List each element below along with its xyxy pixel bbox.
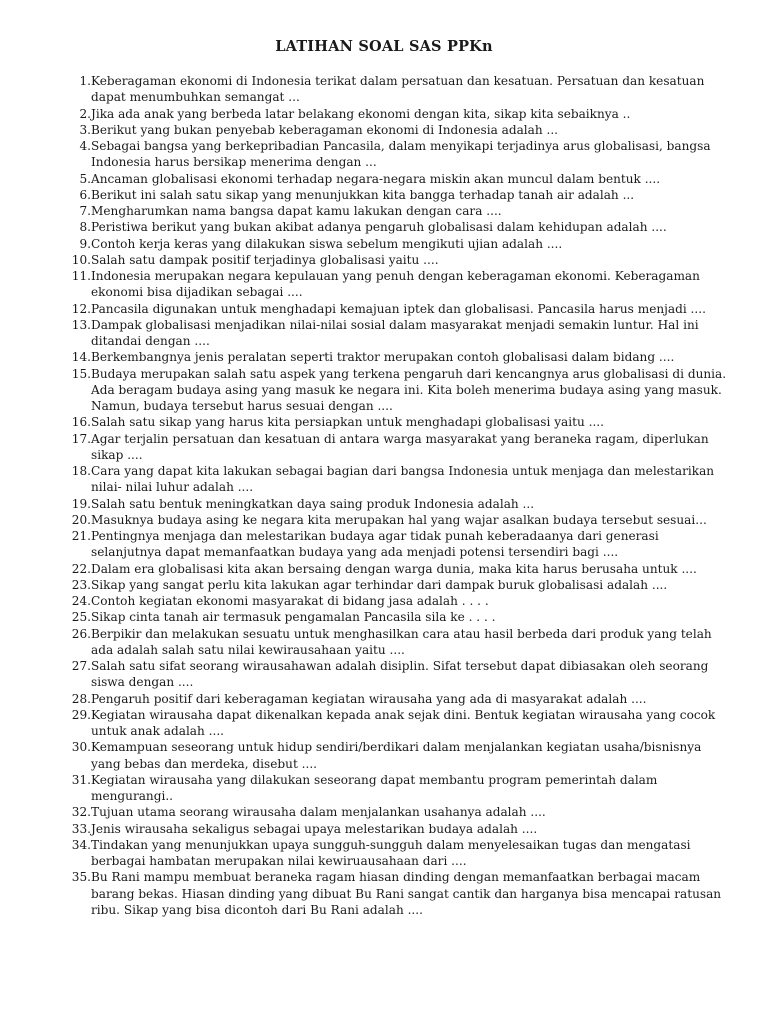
question-number-label: 14. [71, 350, 91, 365]
question-text: Jenis wirausaha sekaligus sebagai upaya melestarikan budaya adalah .... [91, 821, 538, 836]
question-number-label: 34. [71, 837, 91, 852]
question-text: Salah satu dampak positif terjadinya globalisasi yaitu .... [91, 252, 439, 267]
question-number-label: 15. [71, 366, 91, 381]
question-number [56, 349, 91, 365]
question-text: Pentingnya menjaga dan melestarikan budaya agar tidak punah keberadaanya dari generasi selanjutnya dapat memanfaatkan budaya yang ada menjadi potensi tersendiri bagi .... [91, 529, 659, 560]
question-text: Kegiatan wirausaha dapat dikenalkan kepada anak sejak dini. Bentuk kegiatan wirausaha yang cocok untuk anak adalah .... [91, 707, 716, 738]
question-item [56, 821, 728, 837]
question-text: Contoh kegiatan ekonomi masyarakat di bidang jasa adalah . . . . [91, 594, 489, 608]
question-number [56, 236, 91, 252]
question-text: Kegiatan wirausaha yang dilakukan seseorang dapat membantu program pemerintah dalam mengurangi.. [91, 772, 658, 803]
question-text: Salah satu sikap yang harus kita persiapkan untuk menghadapi globalisasi yaitu .... [91, 415, 604, 430]
question-number-label: 22. [71, 561, 91, 576]
question-number-label: 5. [79, 171, 91, 186]
question-number [56, 609, 91, 625]
question-item [56, 431, 728, 464]
question-number [56, 252, 91, 268]
question-text: Berikut ini salah satu sikap yang menunjukkan kita bangga terhadap tanah air adalah ... [91, 187, 635, 202]
question-number-label: 6. [79, 187, 91, 202]
question-number-label: 27. [71, 659, 91, 673]
question-item [56, 268, 728, 301]
question-number [56, 869, 91, 918]
question-item [56, 366, 728, 415]
question-text: Berpikir dan melakukan sesuatu untuk menghasilkan cara atau hasil berbeda dari produk yang telah ada adalah salah satu nilai kewirausahaan yaitu .... [91, 626, 712, 657]
question-number-label: 3. [79, 122, 91, 137]
question-text: Cara yang dapat kita lakukan sebagai bagian dari bangsa Indonesia untuk menjaga dan melestarikan nilai- nilai luhur adalah .... [91, 464, 715, 495]
question-number-label: 11. [71, 269, 91, 283]
question-item [56, 593, 728, 609]
question-text: Keberagaman ekonomi di Indonesia terikat dalam persatuan dan kesatuan. Persatuan dan kesatuan dapat menumbuhkan semangat ... [91, 74, 705, 105]
question-number-label: 25. [71, 610, 91, 625]
question-number [56, 772, 91, 805]
question-item [56, 122, 728, 138]
question-text: Pengaruh positif dari keberagaman kegiatan wirausaha yang ada di masyarakat adalah .... [91, 691, 647, 706]
question-number [56, 138, 91, 171]
question-item [56, 528, 728, 561]
question-number-label: 19. [71, 496, 91, 511]
question-item [56, 577, 728, 593]
question-number-label: 12. [71, 301, 91, 316]
question-number-label: 20. [71, 512, 91, 527]
question-number [56, 561, 91, 577]
question-number [56, 366, 91, 415]
question-text: Jika ada anak yang berbeda latar belakang ekonomi dengan kita, sikap kita sebaiknya .. [91, 106, 631, 121]
question-item [56, 609, 728, 625]
question-text: Mengharumkan nama bangsa dapat kamu lakukan dengan cara .... [91, 204, 502, 218]
question-number [56, 268, 91, 301]
question-number [56, 301, 91, 317]
question-item [56, 561, 728, 577]
question-number-label: 17. [71, 431, 91, 446]
question-number-label: 9. [79, 236, 91, 251]
question-text: Indonesia merupakan negara kepulauan yang penuh dengan keberagaman ekonomi. Keberagaman ekonomi bisa dijadikan sebagai .... [91, 269, 700, 300]
question-text: Kemampuan seseorang untuk hidup sendiri/berdikari dalam menjalankan kegiatan usaha/bisnisnya yang bebas dan merdeka, disebut .... [91, 740, 702, 771]
question-number [56, 219, 91, 235]
page-title: LATIHAN SOAL SAS PPKn [275, 38, 493, 55]
question-number [56, 496, 91, 512]
question-text: Contoh kerja keras yang dilakukan siswa sebelum mengikuti ujian adalah .... [91, 236, 563, 251]
question-number-label: 16. [71, 415, 91, 430]
question-item [56, 658, 728, 691]
question-item [56, 236, 728, 252]
question-number [56, 626, 91, 659]
question-number-label: 32. [71, 805, 91, 820]
question-text: Sebagai bangsa yang berkepribadian Pancasila, dalam menyikapi terjadinya arus globalisasi, bangsa Indonesia harus bersikap menerima dengan ... [91, 139, 711, 170]
question-text: Sikap yang sangat perlu kita lakukan agar terhindar dari dampak buruk globalisasi adalah .... [91, 577, 668, 592]
question-number [56, 106, 91, 122]
question-list [56, 73, 728, 918]
question-number-label: 10. [71, 252, 91, 267]
question-item [56, 739, 728, 772]
question-number-label: 4. [79, 139, 91, 153]
question-item [56, 252, 728, 268]
question-number-label: 29. [71, 707, 91, 722]
question-number-label: 26. [71, 626, 91, 641]
question-text: Agar terjalin persatuan dan kesatuan di antara warga masyarakat yang beraneka ragam, diperlukan sikap .... [91, 431, 709, 462]
question-number [56, 804, 91, 820]
question-number [56, 317, 91, 350]
question-text: Tindakan yang menunjukkan upaya sungguh-sungguh dalam menyelesaikan tugas dan mengatasi berbagai hambatan merupakan nilai kewiruausahaan dari .... [91, 837, 691, 868]
question-item [56, 138, 728, 171]
question-number [56, 73, 91, 106]
question-number-label: 2. [79, 106, 91, 121]
question-number-label: 33. [71, 821, 91, 836]
question-number [56, 187, 91, 203]
question-number [56, 707, 91, 740]
question-number [56, 739, 91, 772]
question-item [56, 349, 728, 365]
question-number [56, 203, 91, 219]
question-text: Masuknya budaya asing ke negara kita merupakan hal yang wajar asalkan budaya tersebut sesuai... [91, 512, 707, 527]
question-text: Bu Rani mampu membuat beraneka ragam hiasan dinding dengan memanfaatkan berbagai macam barang bekas. Hiasan dinding yang dibuat Bu Rani sangat cantik dan harganya bisa mencapai ratusan ribu. Sikap yang bisa dicontoh dari Bu Rani adalah .... [91, 870, 722, 917]
question-number [56, 122, 91, 138]
question-number [56, 528, 91, 561]
question-number [56, 512, 91, 528]
question-item [56, 187, 728, 203]
question-text: Berkembangnya jenis peralatan seperti traktor merupakan contoh globalisasi dalam bidang .... [91, 350, 675, 365]
question-number-label: 24. [71, 594, 91, 608]
question-number-label: 13. [71, 317, 91, 332]
question-item [56, 869, 728, 918]
question-number-label: 1. [79, 74, 91, 88]
question-text: Ancaman globalisasi ekonomi terhadap negara-negara miskin akan muncul dalam bentuk .... [91, 171, 661, 186]
question-item [56, 512, 728, 528]
question-number-label: 18. [71, 464, 91, 478]
question-number [56, 463, 91, 496]
question-item [56, 317, 728, 350]
question-item [56, 804, 728, 820]
question-number-label: 35. [71, 870, 91, 885]
question-number [56, 171, 91, 187]
question-item [56, 203, 728, 219]
question-item [56, 301, 728, 317]
question-number-label: 31. [71, 772, 91, 787]
question-number-label: 21. [71, 529, 91, 543]
question-number-label: 23. [71, 577, 91, 592]
question-item [56, 496, 728, 512]
question-item [56, 463, 728, 496]
question-number-label: 8. [79, 220, 91, 235]
question-text: Salah satu sifat seorang wirausahawan adalah disiplin. Sifat tersebut dapat dibiasakan oleh seorang siswa dengan .... [91, 659, 709, 690]
question-item [56, 772, 728, 805]
question-text: Salah satu bentuk meningkatkan daya saing produk Indonesia adalah ... [91, 496, 535, 511]
question-text: Dampak globalisasi menjadikan nilai-nilai sosial dalam masyarakat menjadi semakin luntur. Hal ini ditandai dengan .... [91, 317, 699, 348]
question-text: Pancasila digunakan untuk menghadapi kemajuan iptek dan globalisasi. Pancasila harus menjadi .... [91, 301, 706, 316]
question-text: Tujuan utama seorang wirausaha dalam menjalankan usahanya adalah .... [91, 805, 546, 820]
question-text: Budaya merupakan salah satu aspek yang terkena pengaruh dari kencangnya arus globalisasi di dunia. Ada beragam budaya asing yang masuk ke negara ini. Kita boleh menerima budaya asing yang masuk. Namun, budaya tersebut harus sesuai dengan .... [91, 366, 727, 413]
question-number [56, 837, 91, 870]
question-item [56, 171, 728, 187]
question-item [56, 837, 728, 870]
question-number-label: 30. [71, 740, 91, 755]
question-text: Berikut yang bukan penyebab keberagaman ekonomi di Indonesia adalah ... [91, 122, 559, 137]
question-number [56, 593, 91, 609]
question-text: Dalam era globalisasi kita akan bersaing dengan warga dunia, maka kita harus berusaha untuk .... [91, 561, 697, 576]
question-number-label: 28. [71, 691, 91, 706]
question-item [56, 414, 728, 430]
question-text: Sikap cinta tanah air termasuk pengamalan Pancasila sila ke . . . . [91, 610, 496, 625]
question-number [56, 691, 91, 707]
question-number [56, 577, 91, 593]
question-item [56, 691, 728, 707]
question-number-label: 7. [79, 204, 91, 218]
question-item [56, 106, 728, 122]
question-number [56, 414, 91, 430]
question-number [56, 821, 91, 837]
question-text: Peristiwa berikut yang bukan akibat adanya pengaruh globalisasi dalam kehidupan adalah .... [91, 220, 667, 235]
question-item [56, 73, 728, 106]
question-item [56, 626, 728, 659]
question-item [56, 707, 728, 740]
question-number [56, 431, 91, 464]
question-item [56, 219, 728, 235]
question-number [56, 658, 91, 691]
